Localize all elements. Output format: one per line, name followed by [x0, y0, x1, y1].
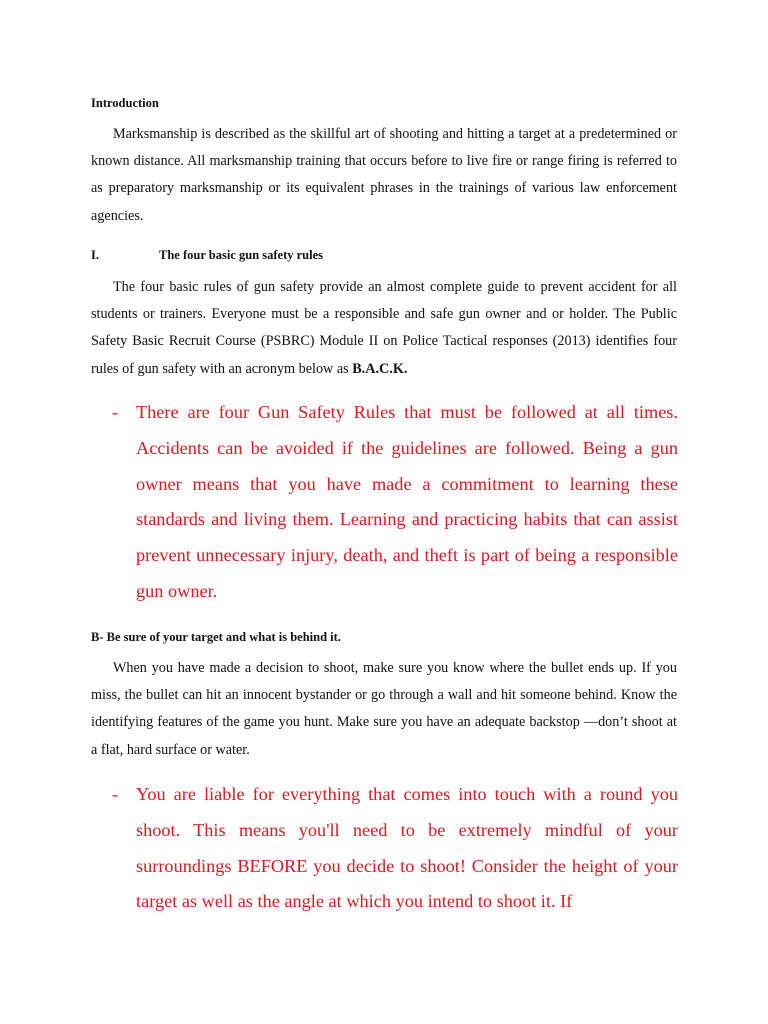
gun-safety-rules-paragraph	[91, 274, 677, 383]
bullet-dash: -	[112, 402, 119, 422]
section-heading-gun-safety-rules	[91, 246, 323, 264]
section-title: The four basic gun safety rules	[159, 248, 324, 262]
introduction-heading: Introduction	[91, 96, 159, 110]
introduction-paragraph: Marksmanship is described as the skillful art of shooting and hitting a target at a predetermined or known distance. All marksmanship training that occurs before to live fire or range firing is referred to as preparatory marksmanship or its equivalent phrases in the trainings of various law enforcement agencies.	[91, 126, 677, 224]
gun-safety-emphasis-text: There are four Gun Safety Rules that must be followed at all times. Accidents can be avoided if the guidelines are followed. Being a gun owner means that you have made a commitment to learning these standards and living them. Learning and practicing habits that can assist prevent unnecessary injury, death, and theft is part of being a responsible gun owner.	[136, 402, 678, 601]
gun-safety-emphasis-item	[112, 395, 678, 610]
section-number: I.	[91, 248, 99, 262]
gun-safety-rules-text: The four basic rules of gun safety provide an almost complete guide to prevent accident for all students or trainers. Everyone must be a responsible and safe gun owner and or holder. The Public Safety Basic Recruit Course (PSBRC) Module II on Police Tactical responses (2013) identifies four rules of gun safety with an acronym below as	[91, 279, 677, 377]
back-acronym: B.A.C.K.	[352, 360, 408, 377]
bullet-dash: -	[112, 784, 119, 804]
target-rule-emphasis-item	[112, 777, 678, 920]
target-rule-emphasis-text: You are liable for everything that comes into touch with a round you shoot. This means you'll need to be extremely mindful of your surroundings BEFORE you decide to shoot! Consider the height of your target as well as the angle at which you intend to shoot it. If	[136, 784, 678, 912]
target-rule-paragraph: When you have made a decision to shoot, make sure you know where the bullet ends up. If you miss, the bullet can hit an innocent bystander or go through a wall and hit someone behind. Know the identifying features of the game you hunt. Make sure you have an adequate backstop —don’t shoot at a flat, hard surface or water.	[91, 660, 677, 758]
target-rule-heading: B- Be sure of your target and what is behind it.	[91, 630, 341, 644]
